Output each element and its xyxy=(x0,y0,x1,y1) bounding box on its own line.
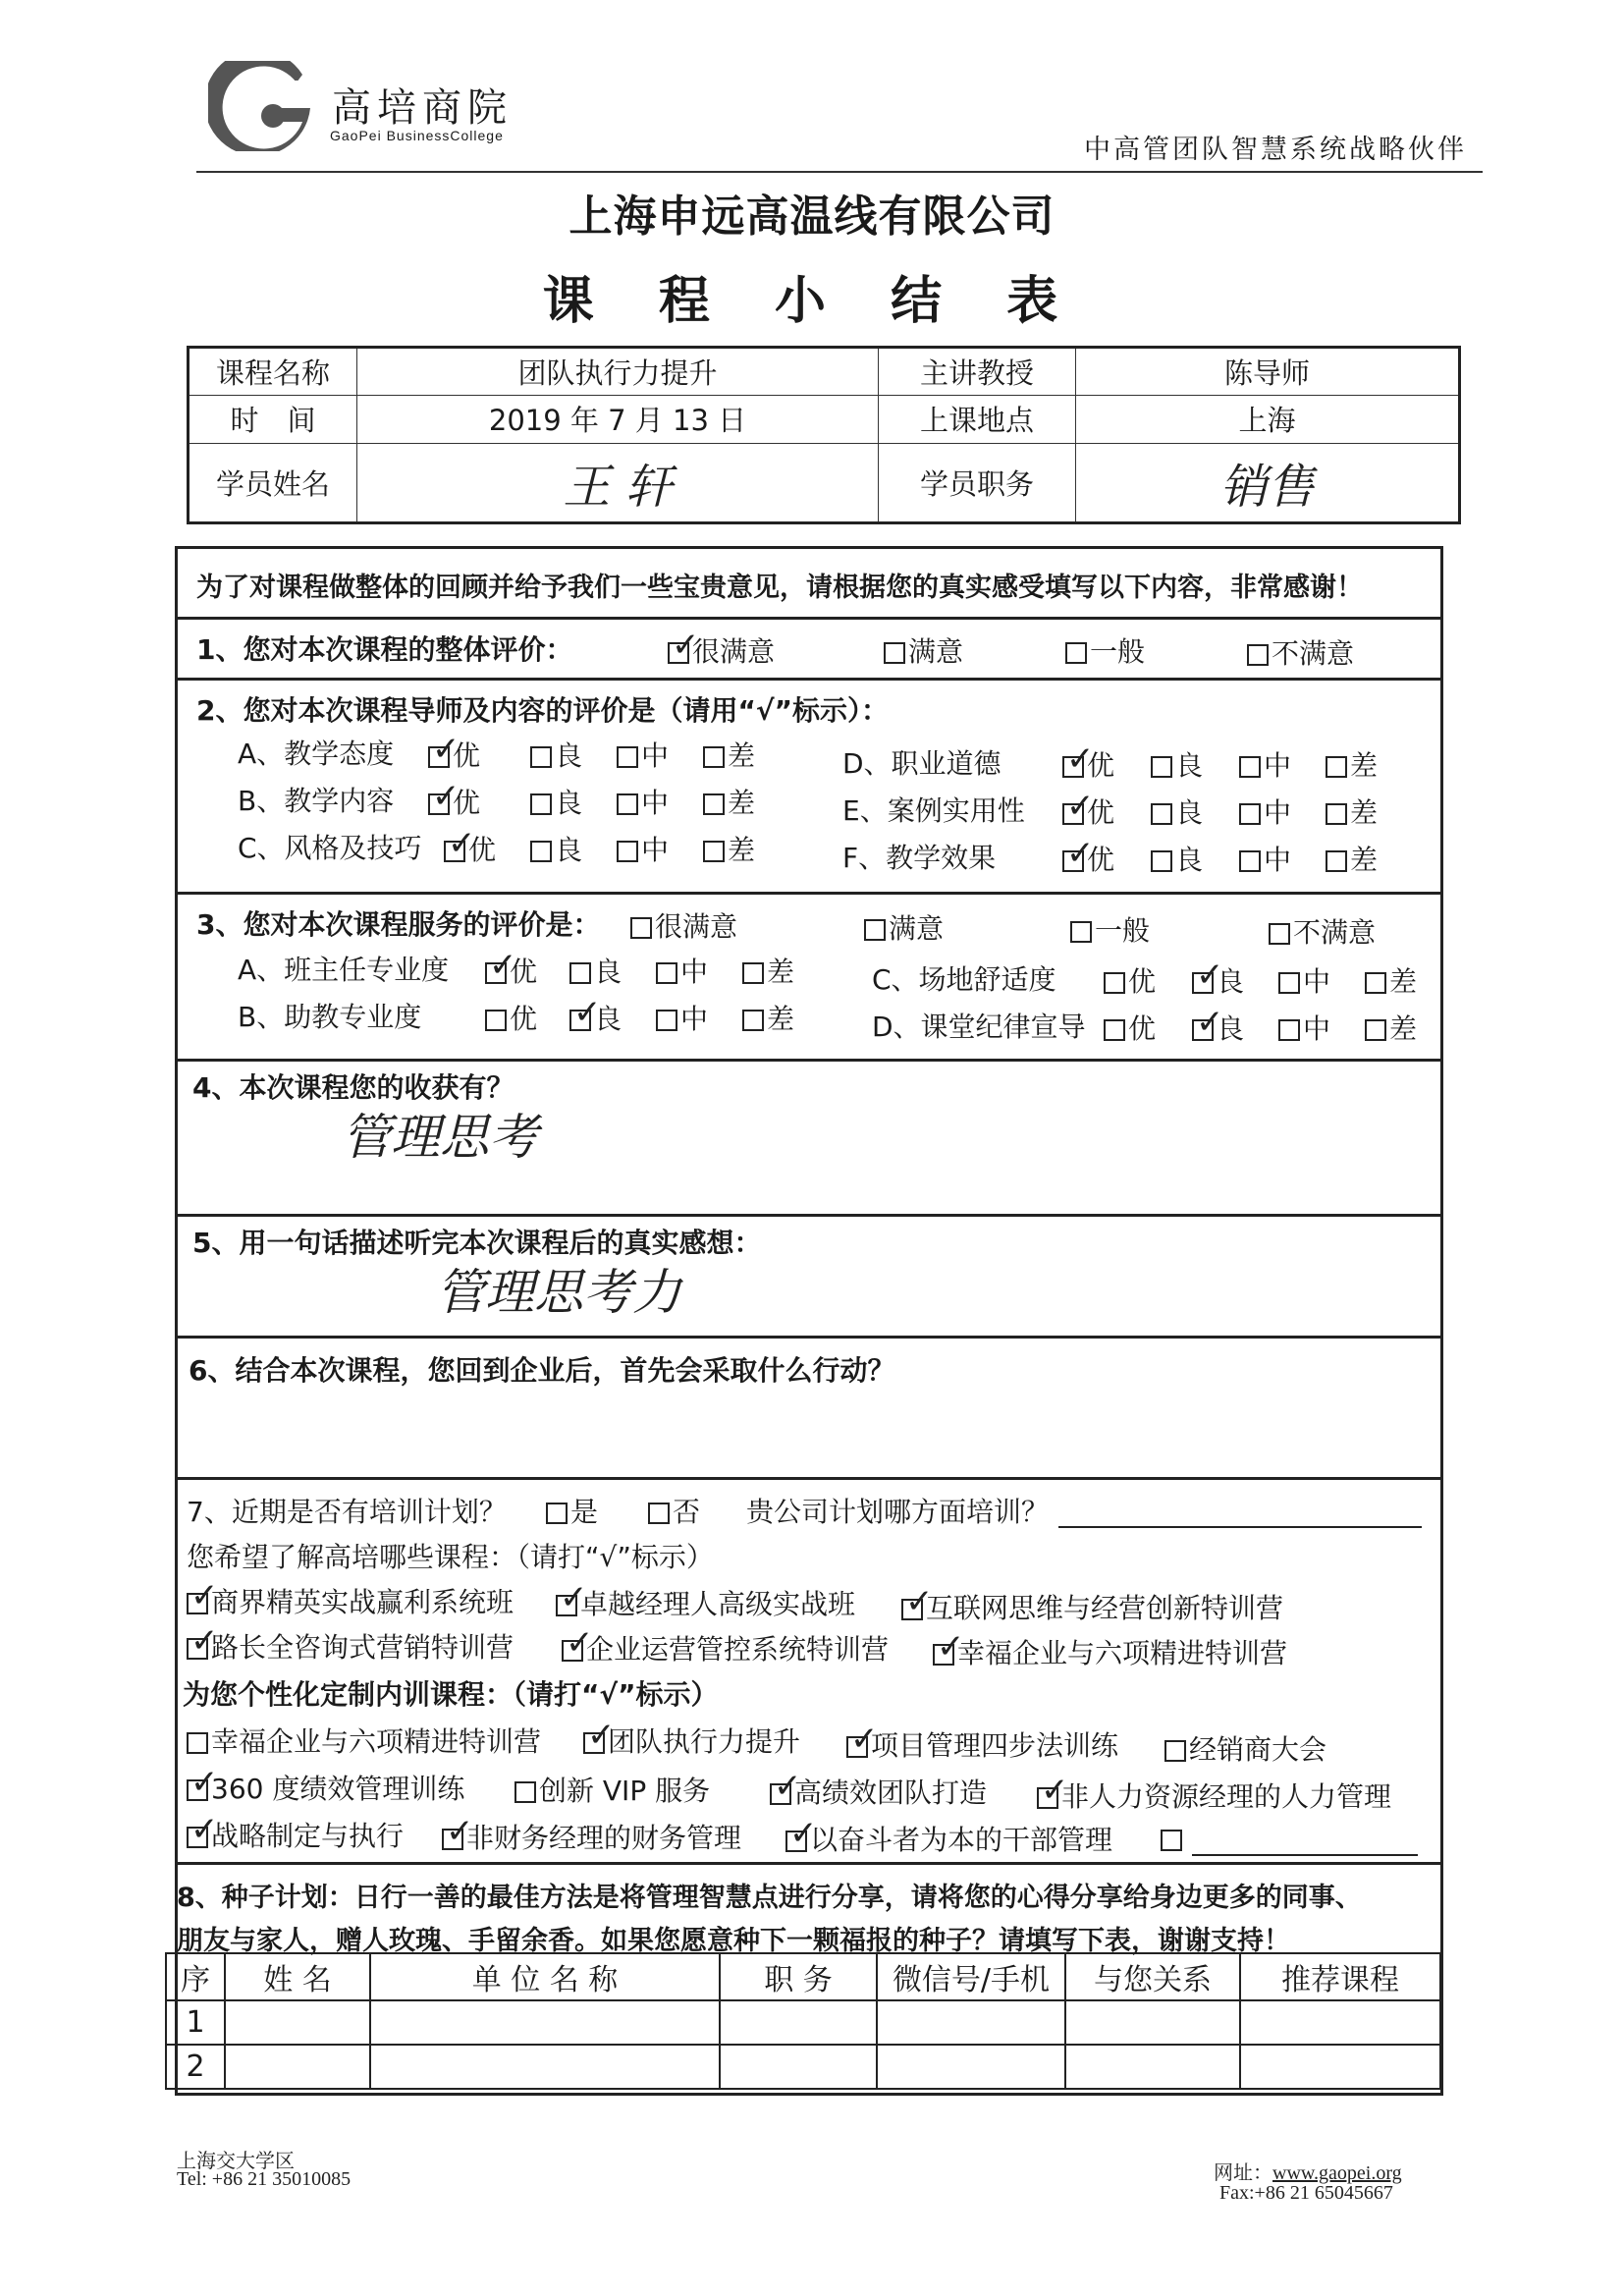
table-cell[interactable] xyxy=(720,2045,877,2089)
row-number: 1 xyxy=(166,2000,225,2045)
check-mark-icon: ✓ xyxy=(432,730,460,769)
checkbox[interactable] xyxy=(656,962,677,984)
place-value: 上海 xyxy=(1076,396,1460,443)
check-mark-icon: ✓ xyxy=(1196,956,1224,995)
check-mark-icon: ✓ xyxy=(1066,834,1095,873)
course-option[interactable]: ✓ 互联网思维与经营创新特训营 xyxy=(901,1587,1283,1626)
q1-option-very-satisfied[interactable]: ✓ 很满意 xyxy=(668,630,775,670)
q4-label: 4、本次课程您的收获有？ xyxy=(192,1071,514,1104)
column-header: 与您关系 xyxy=(1065,1953,1240,2000)
column-header: 单 位 名 称 xyxy=(370,1953,720,2000)
custom-course-option[interactable]: 创新 VIP 服务 xyxy=(514,1770,710,1809)
grade-option[interactable]: 差 xyxy=(1326,744,1378,784)
grade-option[interactable]: ✓ 优 xyxy=(1062,792,1114,831)
checkbox[interactable] xyxy=(846,1720,879,1759)
section-divider xyxy=(175,1862,1443,1865)
grade-option[interactable]: 良 xyxy=(1151,839,1203,878)
grade-option[interactable]: 中 xyxy=(617,735,669,774)
column-header: 职 务 xyxy=(720,1953,877,2000)
table-cell[interactable] xyxy=(877,2045,1065,2089)
checkbox[interactable] xyxy=(933,1627,965,1667)
check-mark-icon: ✓ xyxy=(905,1582,934,1621)
checkbox[interactable] xyxy=(583,1716,616,1755)
q2-item-label: A、教学态度 xyxy=(238,738,395,770)
q3-item-label: A、班主任专业度 xyxy=(238,954,450,986)
q3-item-label: D、课堂纪律宣导 xyxy=(872,1011,1086,1043)
footer-campus: 上海交大学区 xyxy=(177,2151,295,2172)
grade-option[interactable]: 差 xyxy=(742,998,794,1037)
q3-item-label: C、场地舒适度 xyxy=(872,963,1056,996)
grade-option[interactable]: 差 xyxy=(1365,960,1417,1000)
checkbox[interactable] xyxy=(742,962,764,984)
checkbox[interactable] xyxy=(1247,644,1269,666)
table-cell[interactable] xyxy=(1065,2045,1240,2089)
checkbox[interactable] xyxy=(617,841,638,862)
q4-answer[interactable]: 管理思考 xyxy=(342,1109,538,1166)
grade-option[interactable]: ✓ 良 xyxy=(569,998,622,1037)
q5-answer[interactable]: 管理思考力 xyxy=(436,1264,681,1321)
student-name-label: 学员姓名 xyxy=(189,443,357,522)
q3-option-average[interactable]: 一般 xyxy=(1070,909,1150,949)
check-mark-icon: ✓ xyxy=(774,1767,802,1806)
checkbox[interactable] xyxy=(1326,803,1347,825)
checkbox[interactable] xyxy=(1062,739,1095,779)
column-header: 序 xyxy=(166,1953,225,2000)
grade-option[interactable]: ✓ 良 xyxy=(1192,960,1244,1000)
q7-which-field[interactable] xyxy=(1058,1526,1422,1528)
q3-option-very-satisfied[interactable]: 很满意 xyxy=(630,905,737,945)
checkbox[interactable] xyxy=(187,1763,219,1802)
teacher-value: 陈导师 xyxy=(1076,348,1460,396)
checkbox[interactable] xyxy=(442,1812,474,1851)
grade-option[interactable]: 中 xyxy=(656,951,708,990)
section-divider xyxy=(175,1477,1443,1480)
q2-item-label: C、风格及技巧 xyxy=(238,832,422,864)
q2-item-label: D、职业道德 xyxy=(842,747,1001,780)
custom-course-option[interactable]: 经销商大会 xyxy=(1164,1728,1326,1768)
teacher-label: 主讲教授 xyxy=(879,348,1076,396)
table-cell[interactable] xyxy=(225,2045,370,2089)
row-number: 2 xyxy=(166,2045,225,2089)
q7-option-yes[interactable]: 是 xyxy=(546,1491,598,1530)
grade-option[interactable]: 良 xyxy=(530,782,582,821)
section-divider xyxy=(175,1059,1443,1062)
grade-option[interactable]: 良 xyxy=(569,951,622,990)
custom-course-other[interactable] xyxy=(1161,1823,1185,1855)
q2-item-label: F、教学效果 xyxy=(842,842,997,874)
checkbox[interactable] xyxy=(514,1781,536,1803)
check-mark-icon: ✓ xyxy=(489,946,517,985)
footer-web: 网址：www.gaopei.org xyxy=(1214,2162,1402,2184)
custom-course-option[interactable]: ✓ 360 度绩效管理训练 xyxy=(187,1768,464,1807)
grade-option[interactable]: 中 xyxy=(656,998,708,1037)
brand-name-en: GaoPei BusinessCollege xyxy=(330,128,504,143)
checkbox[interactable] xyxy=(485,1010,507,1031)
grade-option[interactable]: ✓ 优 xyxy=(428,782,480,821)
checkbox[interactable] xyxy=(1192,1003,1224,1042)
checkbox[interactable] xyxy=(648,1503,670,1524)
seed-plan-table xyxy=(165,1952,1441,2090)
position-label: 学员职务 xyxy=(879,443,1076,522)
checkbox[interactable] xyxy=(569,962,591,984)
q3-label: 3、您对本次课程服务的评价是： xyxy=(196,908,601,941)
grade-option[interactable]: ✓ 优 xyxy=(444,829,496,868)
grade-option[interactable]: ✓ 优 xyxy=(1062,744,1114,784)
grade-option[interactable]: 差 xyxy=(703,735,755,774)
q3-option-satisfied[interactable]: 满意 xyxy=(864,907,944,947)
footer-tel: Tel: +86 21 35010085 xyxy=(177,2168,352,2190)
check-mark-icon: ✓ xyxy=(190,1576,219,1615)
checkbox[interactable] xyxy=(1062,787,1095,826)
checkbox[interactable] xyxy=(1151,803,1172,825)
custom-course-option[interactable]: ✓ 项目管理四步法训练 xyxy=(846,1724,1118,1764)
checkbox[interactable] xyxy=(530,746,552,768)
course-info-table xyxy=(187,346,1461,524)
q6-label: 6、结合本次课程，您回到企业后，首先会采取什么行动？ xyxy=(189,1354,895,1387)
checkbox[interactable] xyxy=(187,1576,219,1615)
course-name-value: 团队执行力提升 xyxy=(357,348,879,396)
checkbox[interactable] xyxy=(742,1010,764,1031)
student-name-value: 王 轩 xyxy=(357,443,879,522)
grade-option[interactable]: 差 xyxy=(703,782,755,821)
q1-option-average[interactable]: 一般 xyxy=(1065,630,1145,670)
checkbox[interactable] xyxy=(1151,850,1172,872)
time-label: 时 间 xyxy=(189,396,357,443)
section-divider xyxy=(175,678,1443,681)
table-row xyxy=(166,2045,1440,2089)
section-divider xyxy=(175,892,1443,895)
grade-option[interactable]: 差 xyxy=(703,829,755,868)
checkbox[interactable] xyxy=(485,946,517,985)
checkbox[interactable] xyxy=(569,993,602,1032)
course-option[interactable]: ✓ 幸福企业与六项精进特训营 xyxy=(933,1632,1287,1671)
checkbox[interactable] xyxy=(1269,923,1290,945)
check-mark-icon: ✓ xyxy=(446,1812,474,1851)
table-cell[interactable] xyxy=(877,2000,1065,2045)
intro-text: 为了对课程做整体的回顾并给予我们一些宝贵意见，请根据您的真实感受填写以下内容，非常感谢！ xyxy=(196,573,1363,603)
check-mark-icon: ✓ xyxy=(1041,1771,1069,1810)
checkbox[interactable] xyxy=(703,746,725,768)
check-mark-icon: ✓ xyxy=(190,1810,219,1849)
grade-option[interactable]: 中 xyxy=(617,782,669,821)
check-mark-icon: ✓ xyxy=(190,1763,219,1802)
q7-which-label: 贵公司计划哪方面培训？ xyxy=(746,1496,1050,1528)
check-mark-icon: ✓ xyxy=(560,1578,588,1617)
tagline: 中高管团队智慧系统战略伙伴 xyxy=(1084,135,1467,165)
checkbox[interactable] xyxy=(187,1810,219,1849)
table-cell[interactable] xyxy=(1065,2000,1240,2045)
grade-option[interactable]: 优 xyxy=(1104,960,1156,1000)
table-cell[interactable] xyxy=(370,2045,720,2089)
custom-course-option[interactable]: ✓ 非人力资源经理的人力管理 xyxy=(1037,1776,1391,1815)
q7-courses-label: 您希望了解高培哪些课程：（请打“√”标示） xyxy=(187,1541,714,1573)
checkbox[interactable] xyxy=(1104,1019,1125,1041)
custom-course-option[interactable]: ✓ 以奋斗者为本的干部管理 xyxy=(785,1819,1112,1858)
checkbox[interactable] xyxy=(864,919,886,941)
checkbox[interactable] xyxy=(668,626,700,665)
q3-item-label: B、助教专业度 xyxy=(238,1001,422,1033)
grade-option[interactable]: ✓ 优 xyxy=(1062,839,1114,878)
check-mark-icon: ✓ xyxy=(573,993,602,1032)
checkbox[interactable] xyxy=(1278,972,1300,994)
custom-course-option[interactable]: ✓ 非财务经理的财务管理 xyxy=(442,1817,741,1856)
grade-option[interactable]: 中 xyxy=(1239,744,1291,784)
check-mark-icon: ✓ xyxy=(448,824,476,863)
table-cell[interactable] xyxy=(1240,2000,1440,2045)
checkbox[interactable] xyxy=(1151,756,1172,778)
website-link[interactable]: www.gaopei.org xyxy=(1272,2162,1402,2184)
section-divider xyxy=(175,617,1443,620)
company-name: 上海申远高温线有限公司 xyxy=(568,191,1056,242)
q7-custom-label: 为您个性化定制内训课程：（请打“√”标示） xyxy=(183,1678,719,1711)
brand-name-cn: 高培商院 xyxy=(332,85,513,131)
checkbox[interactable] xyxy=(1192,956,1224,995)
grade-option[interactable]: 差 xyxy=(742,951,794,990)
section-divider xyxy=(175,1336,1443,1339)
checkbox[interactable] xyxy=(1365,972,1386,994)
custom-course-option[interactable]: ✓ 团队执行力提升 xyxy=(583,1721,800,1760)
grade-option[interactable]: 良 xyxy=(530,829,582,868)
q2-label: 2、您对本次课程导师及内容的评价是（请用“√”标示）： xyxy=(196,694,889,727)
column-header: 推荐课程 xyxy=(1240,1953,1440,2000)
grade-option[interactable]: 优 xyxy=(485,998,537,1037)
grade-option[interactable]: 中 xyxy=(1278,960,1330,1000)
grade-option[interactable]: 优 xyxy=(1104,1008,1156,1047)
grade-option[interactable]: 差 xyxy=(1365,1008,1417,1047)
checkbox[interactable] xyxy=(1326,850,1347,872)
checkbox[interactable] xyxy=(546,1503,568,1524)
time-value: 2019 年 7 月 13 日 xyxy=(357,396,879,443)
check-mark-icon: ✓ xyxy=(672,626,700,665)
q2-item-label: B、教学内容 xyxy=(238,785,395,817)
checkbox[interactable] xyxy=(785,1814,818,1853)
gaopei-logo xyxy=(208,61,318,151)
checkbox[interactable] xyxy=(1278,1019,1300,1041)
course-option[interactable]: ✓ 商界精英实战赢利系统班 xyxy=(187,1581,514,1620)
course-option[interactable]: ✓ 卓越经理人高级实战班 xyxy=(556,1583,855,1622)
grade-option[interactable]: ✓ 优 xyxy=(428,735,480,774)
grade-option[interactable]: 良 xyxy=(530,735,582,774)
grade-option[interactable]: 中 xyxy=(617,829,669,868)
column-header: 姓 名 xyxy=(225,1953,370,2000)
checkbox[interactable] xyxy=(530,841,552,862)
column-header: 微信号/手机 xyxy=(877,1953,1065,2000)
check-mark-icon: ✓ xyxy=(937,1627,965,1667)
check-mark-icon: ✓ xyxy=(1196,1003,1224,1042)
checkbox[interactable] xyxy=(1070,921,1092,943)
grade-option[interactable]: 良 xyxy=(1151,792,1203,831)
section-divider xyxy=(175,1214,1443,1217)
q8-text-line1: 8、种子计划：日行一善的最佳方法是将管理智慧点进行分享，请将您的心得分享给身边更多的同事、 xyxy=(177,1883,1362,1913)
header-divider xyxy=(196,171,1483,173)
table-cell[interactable] xyxy=(370,2000,720,2045)
checkbox[interactable] xyxy=(1104,972,1125,994)
checkbox[interactable] xyxy=(1365,1019,1386,1041)
course-option[interactable]: ✓ 企业运营管控系统特训营 xyxy=(562,1628,889,1667)
checkbox[interactable] xyxy=(1037,1771,1069,1810)
checkbox[interactable] xyxy=(428,777,460,816)
course-option[interactable]: ✓ 路长全咨询式营销特训营 xyxy=(187,1626,514,1666)
grade-option[interactable]: 差 xyxy=(1326,839,1378,878)
checkbox[interactable] xyxy=(630,917,652,939)
check-mark-icon: ✓ xyxy=(566,1623,594,1663)
custom-course-option[interactable]: ✓ 战略制定与执行 xyxy=(187,1815,404,1854)
check-mark-icon: ✓ xyxy=(587,1716,616,1755)
grade-option[interactable]: 差 xyxy=(1326,792,1378,831)
footer-fax: Fax:+86 21 65045667 xyxy=(1219,2182,1393,2204)
checkbox[interactable] xyxy=(1161,1830,1182,1851)
table-cell[interactable] xyxy=(720,2000,877,2045)
checkbox[interactable] xyxy=(428,730,460,769)
q7-option-no[interactable]: 否 xyxy=(648,1491,700,1530)
check-mark-icon: ✓ xyxy=(190,1621,219,1661)
checkbox[interactable] xyxy=(562,1623,594,1663)
checkbox[interactable] xyxy=(656,1010,677,1031)
checkbox[interactable] xyxy=(1239,756,1261,778)
custom-course-option[interactable]: 幸福企业与六项精进特训营 xyxy=(187,1721,541,1760)
checkbox[interactable] xyxy=(556,1578,588,1617)
checkbox[interactable] xyxy=(1065,642,1087,664)
check-mark-icon: ✓ xyxy=(432,777,460,816)
q5-label: 5、用一句话描述听完本次课程后的真实感想： xyxy=(192,1227,762,1259)
checkbox[interactable] xyxy=(187,1732,208,1754)
position-value: 销售 xyxy=(1076,443,1460,522)
place-label: 上课地点 xyxy=(879,396,1076,443)
checkbox[interactable] xyxy=(444,824,476,863)
checkbox[interactable] xyxy=(1326,756,1347,778)
checkbox[interactable] xyxy=(770,1767,802,1806)
checkbox[interactable] xyxy=(1164,1740,1186,1762)
checkbox[interactable] xyxy=(901,1582,934,1621)
grade-option[interactable]: 良 xyxy=(1151,744,1203,784)
check-mark-icon: ✓ xyxy=(1066,787,1095,826)
form-title: 课 程 小 结 表 xyxy=(542,272,1082,331)
grade-option[interactable]: 中 xyxy=(1278,1008,1330,1047)
table-row xyxy=(166,2000,1440,2045)
q2-item-label: E、案例实用性 xyxy=(842,794,1025,827)
table-cell[interactable] xyxy=(1240,2045,1440,2089)
q1-label: 1、您对本次课程的整体评价： xyxy=(196,633,573,666)
q1-option-satisfied[interactable]: 满意 xyxy=(884,630,963,670)
q7-label: 7、近期是否有培训计划？ xyxy=(187,1496,507,1528)
custom-course-option[interactable]: ✓ 高绩效团队打造 xyxy=(770,1772,987,1811)
checkbox[interactable] xyxy=(530,793,552,815)
checkbox[interactable] xyxy=(884,642,905,664)
checkbox[interactable] xyxy=(1239,850,1261,872)
check-mark-icon: ✓ xyxy=(850,1720,879,1759)
grade-option[interactable]: 中 xyxy=(1239,792,1291,831)
checkbox[interactable] xyxy=(703,841,725,862)
grade-option[interactable]: ✓ 良 xyxy=(1192,1008,1244,1047)
checkbox[interactable] xyxy=(1062,834,1095,873)
check-mark-icon: ✓ xyxy=(1066,739,1095,779)
grade-option[interactable]: ✓ 优 xyxy=(485,951,537,990)
checkbox[interactable] xyxy=(1239,803,1261,825)
course-name-label: 课程名称 xyxy=(189,348,357,396)
table-cell[interactable] xyxy=(225,2000,370,2045)
q3-option-unsatisfied[interactable]: 不满意 xyxy=(1269,911,1376,951)
q8-text-line2: 朋友与家人，赠人玫瑰、手留余香。如果您愿意种下一颗福报的种子？请填写下表，谢谢支持！ xyxy=(177,1926,1290,1956)
checkbox[interactable] xyxy=(187,1621,219,1661)
grade-option[interactable]: 中 xyxy=(1239,839,1291,878)
q1-option-unsatisfied[interactable]: 不满意 xyxy=(1247,632,1354,672)
checkbox[interactable] xyxy=(703,793,725,815)
custom-course-other-field[interactable] xyxy=(1192,1854,1418,1856)
checkbox[interactable] xyxy=(617,746,638,768)
check-mark-icon: ✓ xyxy=(789,1814,818,1853)
checkbox[interactable] xyxy=(617,793,638,815)
